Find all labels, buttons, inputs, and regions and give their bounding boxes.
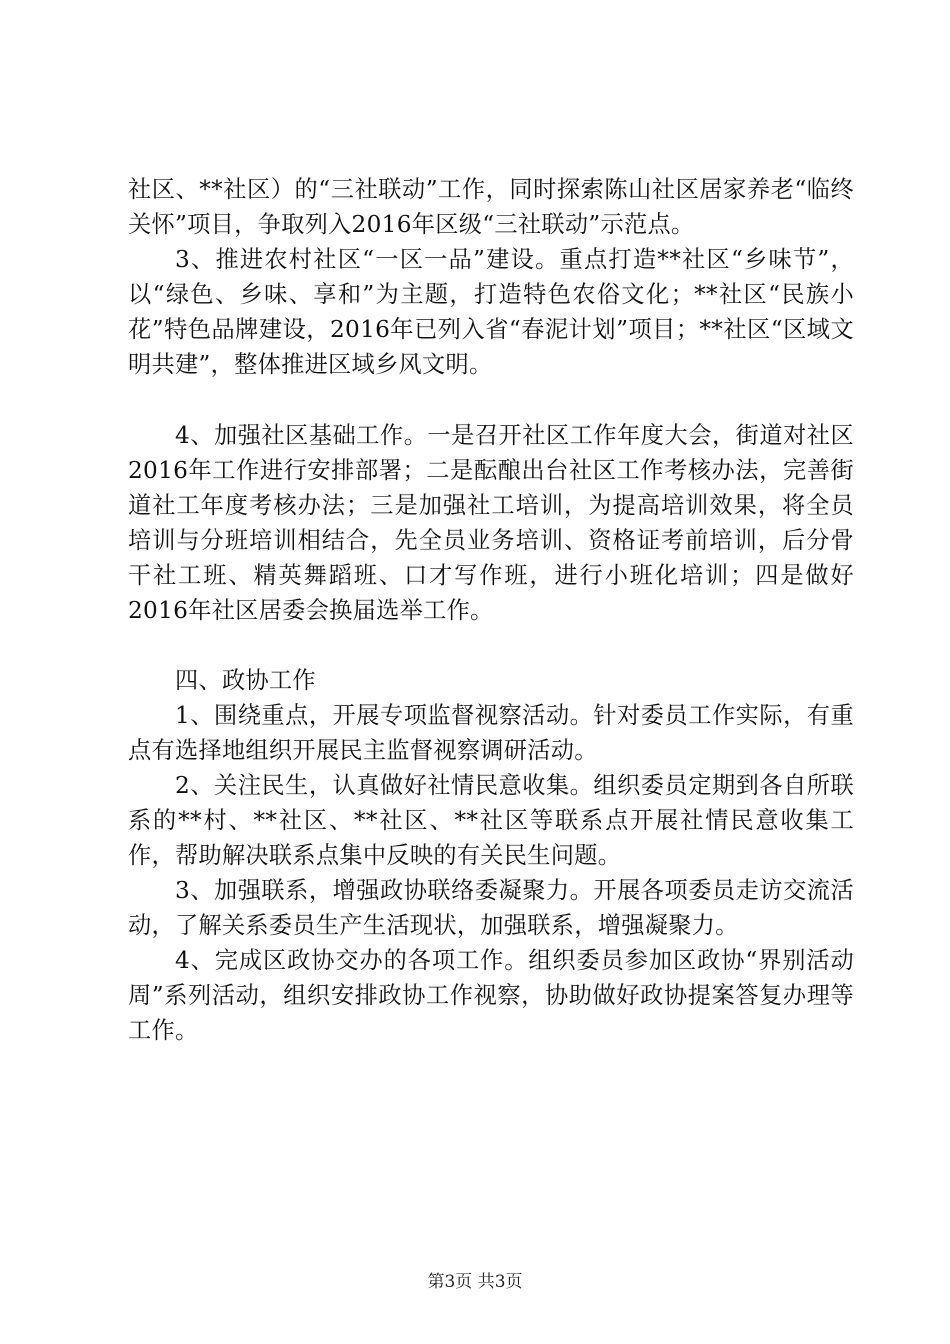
document-body [128, 172, 854, 1048]
page-number-footer: 第3页 共3页 [427, 1272, 523, 1292]
paragraph-cppcc-item-3: 3、加强联系，增强政协联络委凝聚力。开展各项委员走访交流活动，了解关系委员生产生活现状，加强联系，增强凝聚力。 [128, 877, 854, 939]
paragraph-item-4-community-basics: 4、加强社区基础工作。一是召开社区工作年度大会，街道对社区2016年工作进行安排部署；二是酝酿出台社区工作考核办法，完善街道社工年度考核办法；三是加强社工培训，为提高培训效果，将全员培训与分班培训相结合，先全员业务培训、资格证考前培训，后分骨干社工班、精英舞蹈班、口才写作班，进行小班化培训；四是做好2016年社区居委会换届选举工作。 [128, 422, 854, 624]
paragraph-cppcc-item-4: 4、完成区政协交办的各项工作。组织委员参加区政协“界别活动周”系列活动，组织安排政协工作视察，协助做好政协提案答复办理等工作。 [128, 947, 854, 1044]
paragraph-item-3-rural-community: 3、推进农村社区“一区一品”建设。重点打造**社区“乡味节”，以“绿色、乡味、享和”为主题，打造特色农俗文化；**社区“民族小花”特色品牌建设，2016年已列入省“春泥计划”项目；**社区“区域文明共建”，整体推进区域乡风文明。 [128, 246, 854, 378]
paragraph-cppcc-item-1: 1、围绕重点，开展专项监督视察活动。针对委员工作实际，有重点有选择地组织开展民主监督视察调研活动。 [128, 702, 854, 764]
paragraph-continuation: 社区、**社区）的“三社联动”工作，同时探索陈山社区居家养老“临终关怀”项目，争取列入2016年区级“三社联动”示范点。 [128, 176, 854, 238]
section-heading-cppcc-work: 四、政协工作 [175, 667, 316, 694]
paragraph-cppcc-item-2: 2、关注民生，认真做好社情民意收集。组织委员定期到各自所联系的**村、**社区、**社区、**社区等联系点开展社情民意收集工作，帮助解决联系点集中反映的有关民生问题。 [128, 772, 854, 869]
